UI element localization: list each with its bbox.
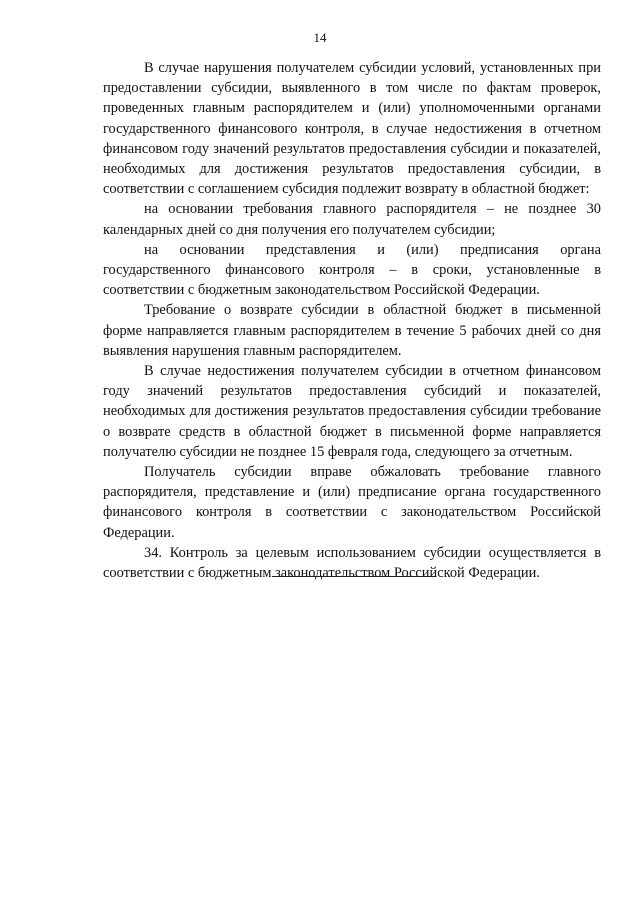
paragraph-demand-basis: на основании требования главного распорядителя – не позднее 30 календарных дней со дня получения его получателем субсидии; [103,201,601,238]
paragraph-appeal-right: Получатель субсидии вправе обжаловать требование главного распорядителя, представление и (или) предписание органа государственного финансового контроля в соответствии с законодательством Российской Федерации. [103,464,601,541]
paragraph-control-body-basis: на основании представления и (или) предписания органа государственного финансового контроля – в сроки, установленные в соответствии с бюджетным законодательством Российской Федерации. [103,241,601,299]
paragraph-written-demand: Требование о возврате субсидии в областной бюджет в письменной форме направляется главным распорядителем в течение 5 рабочих дней со дня выявления нарушения главным распорядителем. [103,302,601,359]
document-body [103,58,601,583]
paragraph-item-34: 34. Контроль за целевым использованием субсидии осуществляется в соответствии с бюджетным законодательством Российской Федерации. [103,544,601,582]
end-rule [272,576,435,577]
page-number: 14 [313,30,327,45]
paragraph-violation-return: В случае нарушения получателем субсидии условий, установленных при предоставлении субсидии, выявленного в том числе по фактам проверок, проведенных главным распорядителем и (или) уполномоченными органами государственного финансового контроля, в случае недостижения в отчетном финансовом году значений результатов предоставления субсидии и показателей, необходимых для достижения результатов предоставления субсидии, в соответствии с соглашением субсидия подлежит возврату в областной бюджет: [103,60,601,198]
paragraph-results-not-achieved: В случае недостижения получателем субсидии в отчетном финансовом году значений результатов предоставления субсидий и показателей, необходимых для достижения результатов предоставления субсидии требование о возврате средств в областной бюджет в письменной форме направляется получателю субсидии не позднее 15 февраля года, следующего за отчетным. [103,363,601,460]
